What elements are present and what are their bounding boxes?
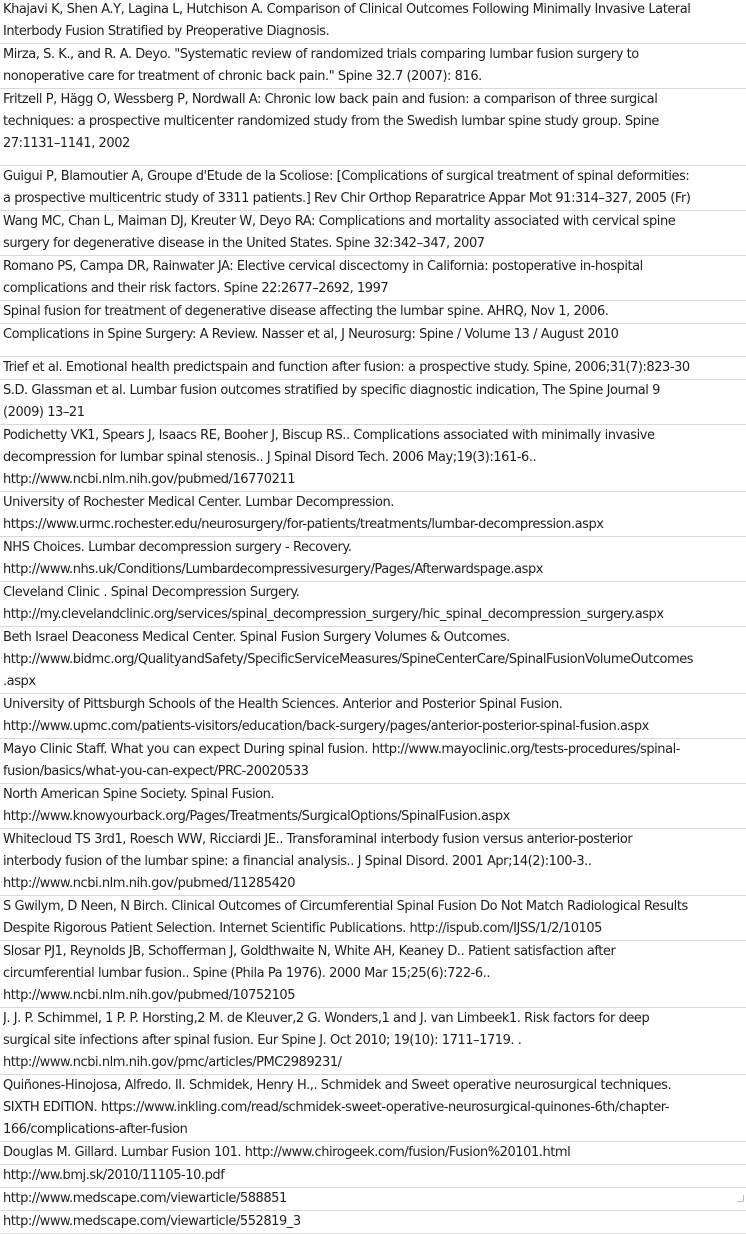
reference-item [0,0,746,44]
reference-line: http://www.upmc.com/patients-visitors/education/back-surgery/pages/anterior-posterior-spinal-fusion.aspx [3,716,746,738]
reference-line: surgical site infections after spinal fusion. Eur Spine J. Oct 2010; 19(10): 1711–1719. . [3,1030,746,1052]
reference-line: University of Pittsburgh Schools of the Health Sciences. Anterior and Posterior Spinal Fusion. [3,694,746,716]
reference-item [0,1008,746,1075]
reference-line: http://www.knowyourback.org/Pages/Treatments/SurgicalOptions/SpinalFusion.aspx [3,806,746,828]
reference-item [0,357,746,380]
reference-line: http://www.ncbi.nlm.nih.gov/pmc/articles/PMC2989231/ [3,1052,746,1074]
reference-item [0,582,746,627]
reference-line: 166/complications-after-fusion [3,1119,746,1141]
reference-line: https://www.urmc.rochester.edu/neurosurgery/for-patients/treatments/lumbar-decompression.aspx [3,514,746,536]
reference-item [0,1075,746,1142]
reference-line: fusion/basics/what-you-can-expect/PRC-20020533 [3,761,746,783]
reference-line: Complications in Spine Surgery: A Review. Nasser et al, J Neurosurg: Spine / Volume 13 / August 2010 [3,324,746,346]
reference-line: Trief et al. Emotional health predictspain and function after fusion: a prospective study. Spine, 2006;31(7):823-30 [3,357,746,379]
reference-line: Fritzell P, Hägg O, Wessberg P, Nordwall A: Chronic low back pain and fusion: a comparison of three surgical [3,89,746,111]
reference-line: complications and their risk factors. Spine 22:2677–2692, 1997 [3,278,746,300]
reference-line: http://www.bidmc.org/QualityandSafety/SpecificServiceMeasures/SpineCenterCare/SpinalFusionVolumeOutcomes [3,649,746,671]
reference-line: a prospective multicentric study of 3311 patients.] Rev Chir Orthop Reparatrice Appar Mot 91:314–327, 2005 (Fr) [3,188,746,210]
reference-line: Romano PS, Campa DR, Rainwater JA: Elective cervical discectomy in California: postoperative in-hospital [3,256,746,278]
reference-line: interbody fusion of the lumbar spine: a financial analysis.. J Spinal Disord. 2001 Apr;14(2):100-3.. [3,851,746,873]
reference-line: Beth Israel Deaconess Medical Center. Spinal Fusion Surgery Volumes & Outcomes. [3,627,746,649]
resize-corner-icon [737,1195,744,1202]
reference-item [0,537,746,582]
reference-item [0,941,746,1008]
reference-line: surgery for degenerative disease in the United States. Spine 32:342–347, 2007 [3,233,746,255]
reference-line: Guigui P, Blamoutier A, Groupe d'Etude de la Scoliose: [Complications of surgical treatment of spinal deformities: [3,166,746,188]
reference-item [0,1142,746,1165]
reference-item [0,896,746,941]
reference-line: Mirza, S. K., and R. A. Deyo. "Systematic review of randomized trials comparing lumbar fusion surgery to [3,44,746,66]
reference-line: S.D. Glassman et al. Lumbar fusion outcomes stratified by specific diagnostic indication, The Spine Journal 9 [3,380,746,402]
reference-line: NHS Choices. Lumbar decompression surgery - Recovery. [3,537,746,559]
reference-line: http://www.medscape.com/viewarticle/588851 [3,1188,746,1210]
reference-line: Interbody Fusion Stratified by Preoperative Diagnosis. [3,21,746,43]
reference-item [0,256,746,301]
reference-line: Podichetty VK1, Spears J, Isaacs RE, Booher J, Biscup RS.. Complications associated with minimally invasive [3,425,746,447]
reference-item [0,425,746,492]
reference-line: Khajavi K, Shen A.Y, Lagina L, Hutchison A. Comparison of Clinical Outcomes Following Minimally Invasive Lateral [3,0,746,21]
reference-line: decompression for lumbar spinal stenosis.. J Spinal Disord Tech. 2006 May;19(3):161-6.. [3,447,746,469]
reference-line: Despite Rigorous Patient Selection. Internet Scientific Publications. http://ispub.com/IJSS/1/2/10105 [3,918,746,940]
reference-line: University of Rochester Medical Center. Lumbar Decompression. [3,492,746,514]
reference-line: http://www.nhs.uk/Conditions/Lumbardecompressivesurgery/Pages/Afterwardspage.aspx [3,559,746,581]
reference-line: circumferential lumbar fusion.. Spine (Phila Pa 1976). 2000 Mar 15;25(6):722-6.. [3,963,746,985]
reference-line: Spinal fusion for treatment of degenerative disease affecting the lumbar spine. AHRQ, Nov 1, 2006. [3,301,746,323]
reference-item [0,829,746,896]
reference-line: Quiñones-Hinojosa, Alfredo. II. Schmidek, Henry H.,. Schmidek and Sweet operative neurosurgical techniques. [3,1075,746,1097]
reference-line: Cleveland Clinic . Spinal Decompression Surgery. [3,582,746,604]
reference-item [0,89,746,166]
reference-line: Mayo Clinic Staff. What you can expect During spinal fusion. http://www.mayoclinic.org/tests-procedures/spinal- [3,739,746,761]
reference-line: http://www.ncbi.nlm.nih.gov/pubmed/16770211 [3,469,746,491]
reference-item [0,44,746,89]
reference-item [0,492,746,537]
reference-item [0,627,746,694]
reference-item [0,324,746,357]
reference-item [0,694,746,739]
reference-line: North American Spine Society. Spinal Fusion. [3,784,746,806]
reference-line: .aspx [3,671,746,693]
reference-item [0,1165,746,1188]
reference-line: 27:1131–1141, 2002 [3,133,746,155]
reference-line: http://www.ncbi.nlm.nih.gov/pubmed/10752105 [3,985,746,1007]
reference-line: http://ww.bmj.sk/2010/11105-10.pdf [3,1165,746,1187]
reference-line: J. J. P. Schimmel, 1 P. P. Horsting,2 M. de Kleuver,2 G. Wonders,1 and J. van Limbeek1. Risk factors for deep [3,1008,746,1030]
reference-item [0,166,746,211]
reference-item [0,380,746,425]
reference-item [0,1188,746,1211]
reference-line: (2009) 13–21 [3,402,746,424]
reference-line: http://www.ncbi.nlm.nih.gov/pubmed/11285420 [3,873,746,895]
reference-line: SIXTH EDITION. https://www.inkling.com/read/schmidek-sweet-operative-neurosurgical-quinones-6th/chapter- [3,1097,746,1119]
reference-line: Whitecloud TS 3rd1, Roesch WW, Ricciardi JE.. Transforaminal interbody fusion versus anterior-posterior [3,829,746,851]
reference-line: techniques: a prospective multicenter randomized study from the Swedish lumbar spine study group. Spine [3,111,746,133]
reference-line: Wang MC, Chan L, Maiman DJ, Kreuter W, Deyo RA: Complications and mortality associated with cervical spine [3,211,746,233]
reference-item [0,211,746,256]
reference-item [0,301,746,324]
reference-item [0,784,746,829]
reference-item [0,1211,746,1234]
reference-item [0,739,746,784]
reference-line: Slosar PJ1, Reynolds JB, Schofferman J, Goldthwaite N, White AH, Keaney D.. Patient satisfaction after [3,941,746,963]
reference-line: nonoperative care for treatment of chronic back pain." Spine 32.7 (2007): 816. [3,66,746,88]
reference-line: S Gwilym, D Neen, N Birch. Clinical Outcomes of Circumferential Spinal Fusion Do Not Match Radiological Results [3,896,746,918]
reference-line: http://www.medscape.com/viewarticle/552819_3 [3,1211,746,1233]
reference-line: Douglas M. Gillard. Lumbar Fusion 101. http://www.chirogeek.com/fusion/Fusion%20101.html [3,1142,746,1164]
reference-line: http://my.clevelandclinic.org/services/spinal_decompression_surgery/hic_spinal_decompression_surgery.aspx [3,604,746,626]
